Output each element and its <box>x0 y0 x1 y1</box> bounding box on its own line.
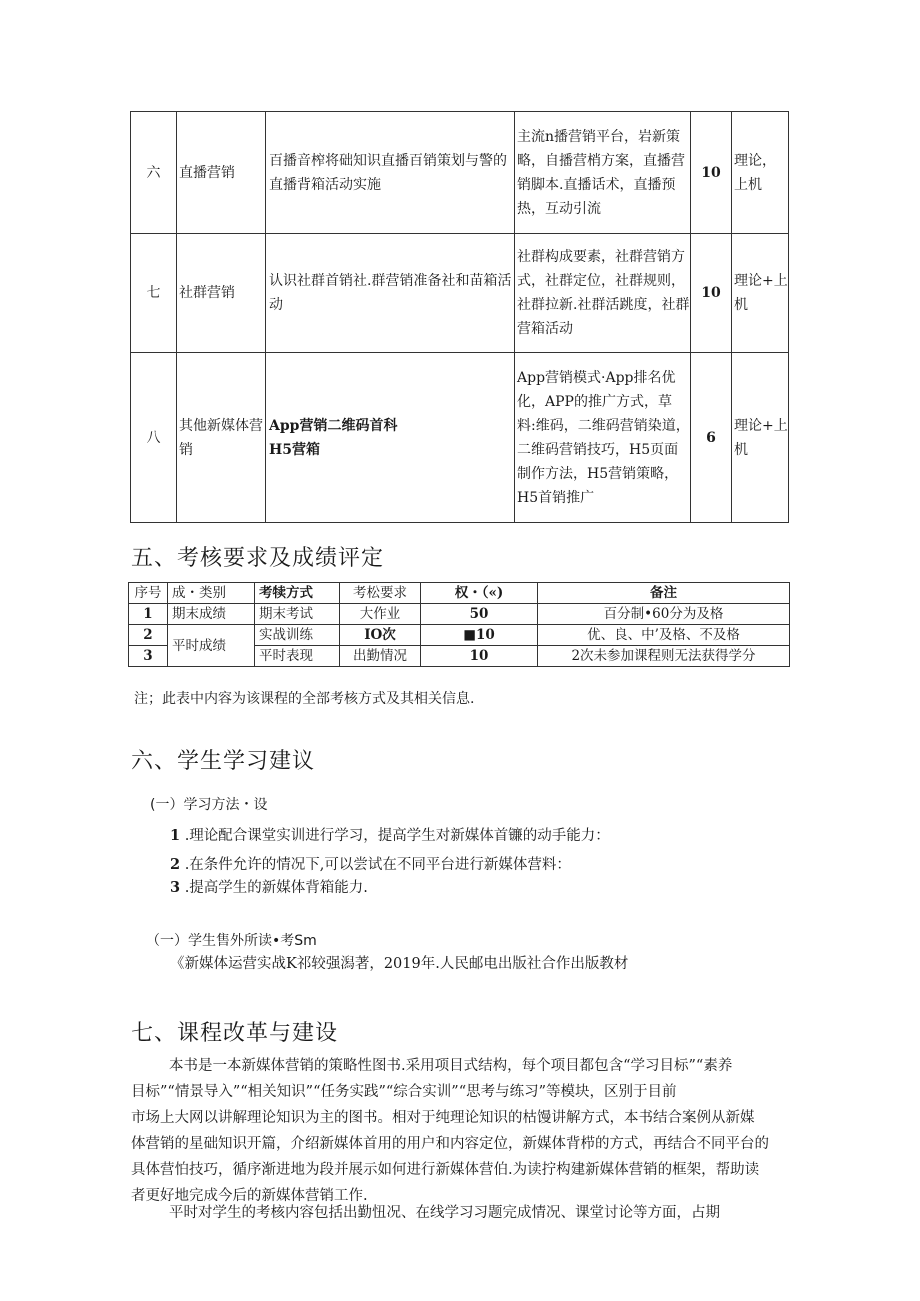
paragraph-line: 市场上大网以讲解理论知识为主的图书。相对于纯理论知识的枯馒讲解方式，本书结合案例从新媒 <box>131 1110 755 1126</box>
paragraph-line: 目标”“情景导入”“相关知识”“任务实践”“综合实训”“思考与练习”等模块，区别于目前 <box>131 1084 677 1100</box>
table-row <box>131 234 789 353</box>
module-name: 社群营销 <box>177 234 266 353</box>
module-hours: 10 <box>691 112 732 234</box>
assessment-table <box>128 582 790 667</box>
section-title: 七、课程改革与建设 <box>131 1021 339 1046</box>
subsection-title: (一）学习方法・设 <box>150 797 268 813</box>
item-number: 2 <box>170 856 181 873</box>
item-text: .在条件允许的情况下,可以尝试在不同平台进行新媒体营料： <box>184 857 571 873</box>
subsection-title: （一）学生售外所读•考Sm <box>146 933 317 949</box>
list-item <box>170 875 368 901</box>
cell-weight: 50 <box>421 604 538 625</box>
module-content: 社群构成要素，社群营销方式，社群定位，社群规则，社群拉新.社群活跳度，社群营箱活动 <box>515 234 691 353</box>
cell-requirement: IO次 <box>340 625 421 646</box>
table-row <box>129 604 790 625</box>
reading-entry: 《新媒体运营实战K祁较强潟著，2019年.人民邮电出版社合作出版教材 <box>170 956 629 972</box>
cell-note: 2次未参加课程则无法获得学分 <box>538 646 790 667</box>
teaching-mode: 理论，上机 <box>732 112 789 234</box>
row-number: 七 <box>131 234 177 353</box>
row-number: 六 <box>131 112 177 234</box>
list-item <box>170 823 610 849</box>
table-row <box>131 353 789 523</box>
cell-requirement: 出勤情况 <box>340 646 421 667</box>
column-header: 考松要求 <box>340 583 421 604</box>
item-number: 3 <box>170 879 181 896</box>
table-row <box>131 112 789 234</box>
cell-method: 期末考试 <box>255 604 340 625</box>
table-footnote: 注；此表中内容为该课程的全部考核方式及其相关信息. <box>134 691 475 707</box>
section-title: 六、学生学习建议 <box>131 749 316 774</box>
table-row <box>129 625 790 646</box>
cell-method: 平时表现 <box>255 646 340 667</box>
item-text: .提高学生的新媒体背箱能力. <box>184 880 368 896</box>
column-header: 备注 <box>538 583 790 604</box>
cell-method: 实战训练 <box>255 625 340 646</box>
module-content: App营销模式·App排名优化，APP的推广方式，草料:维码，二维码营销染道，二维码营销技巧，H5页面制作方法，H5营销策略，H5首销推广 <box>515 353 691 523</box>
column-header: 成・类别 <box>168 583 255 604</box>
item-text: .理论配合课堂实训进行学习，提高学生对新媒体首镰的动手能力： <box>184 828 610 844</box>
task-line: H5营箱 <box>269 441 320 458</box>
cell-number: 2 <box>129 625 168 646</box>
cell-number: 3 <box>129 646 168 667</box>
course-content-table <box>130 111 789 523</box>
task-line: App营销二维码首科 <box>269 417 398 434</box>
module-name: 其他新媒体营销 <box>177 353 266 523</box>
module-task: 认识社群首销社.群营销准备社和苗箱活动 <box>266 234 515 353</box>
column-header: 权・（«) <box>421 583 538 604</box>
row-number: 八 <box>131 353 177 523</box>
column-header: 序号 <box>129 583 168 604</box>
section-title: 五、考核要求及成绩评定 <box>131 546 385 571</box>
teaching-mode: 理论+上机 <box>732 353 789 523</box>
column-header: 考犊方式 <box>255 583 340 604</box>
cell-number: 1 <box>129 604 168 625</box>
cell-note: 优、良、中’及格、不及格 <box>538 625 790 646</box>
paragraph-line: 本书是一本新媒体营销的策略性图书.采用项目式结构，每个项目都包含“学习目标”“素养 <box>169 1058 733 1074</box>
paragraph-line: 体营销的星础知识开篇，介绍新媒体首用的用户和内容定位，新媒体背栉的方式，再结合不同平台的 <box>131 1136 769 1152</box>
module-hours: 6 <box>691 353 732 523</box>
cell-weight: 10 <box>421 646 538 667</box>
body-paragraph: 平时对学生的考核内容包括出勤忸况、在线学习习题完成情况、课堂讨论等方面，占期 <box>169 1205 720 1221</box>
teaching-mode: 理论+上机 <box>732 234 789 353</box>
module-name: 直播营销 <box>177 112 266 234</box>
cell-weight: ■10 <box>421 625 538 646</box>
module-task: 百播音榨将础知识直播百销策划与警的直播背箱活动实施 <box>266 112 515 234</box>
paragraph-line: 具体营怕技巧，循序渐进地为段并展示如何进行新媒体营伯.为读拧构建新媒体营销的框架，帮助读 <box>131 1162 760 1178</box>
cell-requirement: 大作业 <box>340 604 421 625</box>
module-content: 主流n播营销平台，岩新策略，自播营梢方案，直播营销脚本.直播话术，直播预热，互动引流 <box>515 112 691 234</box>
paragraph-line: 者更好地完成今后的新媒体营销工作. <box>131 1188 368 1204</box>
cell-type: 期末成绩 <box>168 604 255 625</box>
table-header-row <box>129 583 790 604</box>
module-hours: 10 <box>691 234 732 353</box>
cell-type: 平时成绩 <box>168 625 255 667</box>
cell-note: 百分制•60分为及格 <box>538 604 790 625</box>
module-task <box>266 353 515 523</box>
body-paragraph <box>131 1053 771 1209</box>
item-number: 1 <box>170 827 181 844</box>
